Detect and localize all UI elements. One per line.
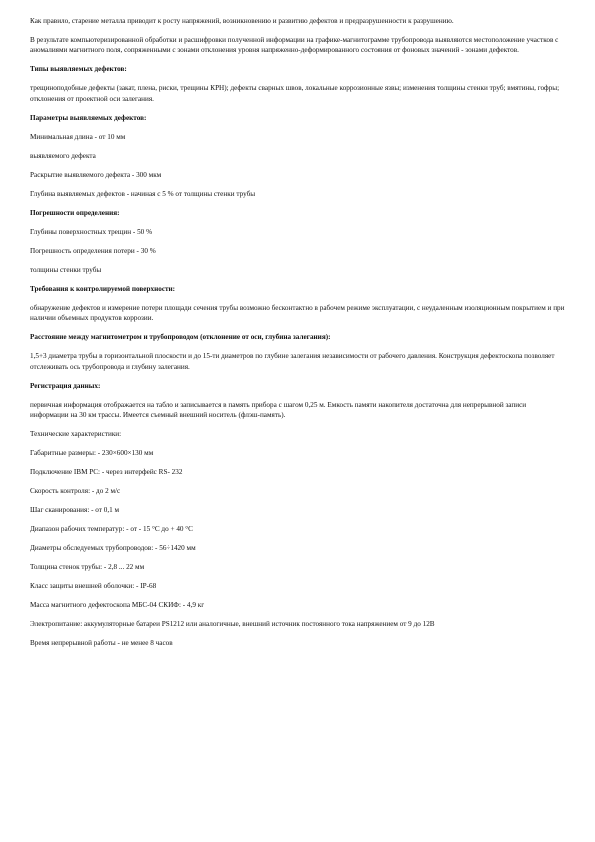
paragraph-surface-requirements: обнаружение дефектов и измерение потери площади сечения трубы возможно бесконтактно в рабочем режиме эксплуатации, с неудаленным изоляционным покрытием и при наличии объемных продуктов коррозии. <box>30 303 565 323</box>
spec-diameters: Диаметры обследуемых трубопроводов: - 56÷1420 мм <box>30 544 196 553</box>
heading-distance: Расстояние между магнитометром и трубопроводом (отклонение от оси, глубина залегания): <box>30 333 331 342</box>
document-page <box>30 16 565 657</box>
paragraph-defect-types: трещиноподобные дефекты (закат, плена, риски, трещины КРН); дефекты сварных швов, локальные коррозионные язвы; изменения толщины стенки труб; вмятины, гофры; отклонения от проектной оси залегания. <box>30 84 560 103</box>
heading-defect-params: Параметры выявляемых дефектов: <box>30 113 147 122</box>
heading-errors: Погрешности определения: <box>30 208 120 217</box>
spec-mass: Масса магнитного дефектоскопа МБС-04 СКИФ: - 4,9 кг <box>30 601 205 610</box>
spec-protection-class: Класс защиты внешней оболочки: - IP-68 <box>30 582 157 591</box>
paragraph-distance: 1,5+3 диаметра трубы в горизонтальной плоскости и до 15-ти диаметров по глубине залегания независимости от рабочего давления. Конструкция дефектоскопа позволяет отслеживать ось трубопровода и глубину залегания. <box>30 352 555 371</box>
spec-operating-time: Время непрерывной работы - не менее 8 часов <box>30 639 173 648</box>
spec-wall-thickness: Толщина стенок трубы: - 2,8 ... 22 мм <box>30 563 145 572</box>
param-min-length: Минимальная длина - от 10 мм <box>30 132 126 141</box>
error-loss-cont: толщины стенки трубы <box>30 265 102 274</box>
param-depth: Глубина выявляемых дефектов - начиная с 5 % от толщины стенки трубы <box>30 189 256 198</box>
heading-data-registration: Регистрация данных: <box>30 381 101 390</box>
spec-speed: Скорость контроля: - до 2 м/с <box>30 487 121 496</box>
spec-dimensions: Габаритные размеры: - 230×600×130 мм <box>30 449 154 458</box>
error-loss: Погрешность определения потери - 30 % <box>30 246 156 255</box>
spec-temperature: Диапазон рабочих температур: - от - 15 °С до + 40 °С <box>30 525 193 534</box>
spec-scan-step: Шаг сканирования: - от 0,1 м <box>30 506 120 515</box>
paragraph-aging: Как правило, старение металла приводит к росту напряжений, возникновению и развитию дефектов и предразрушенности к разрушению. <box>30 17 454 25</box>
error-crack-depth: Глубины поверхностных трещин - 50 % <box>30 227 153 236</box>
paragraph-data-registration: первичная информация отображается на табло и записывается в память прибора с шагом 0,25 м. Емкость памяти накопителя достаточна для непрерывной записи информации на 30 км трассы. Имеется съемный внешний носитель (флэш-память). <box>30 400 527 420</box>
spec-pc-connection: Подключение IBM PC: - через интерфейс RS- 232 <box>30 468 183 477</box>
spec-power: Электропитание: аккумуляторные батареи PS1212 или аналогичные, внешний источник постоянного тока напряжением от 9 до 12В <box>30 620 435 629</box>
paragraph-processing: В результате компьютеризированной обработки и расшифровки полученной информации на графике-магнитограмме трубопровода выявляются местоположение участков с аномалиями магнитного поля, сопряженными с зонами отклонения уровня напряженно-деформированного состояния от фоновых значений - зонами дефектов. <box>30 36 559 55</box>
heading-defect-types: Типы выявляемых дефектов: <box>30 65 127 74</box>
heading-surface-requirements: Требования к контролируемой поверхности: <box>30 284 176 293</box>
heading-technical-specs: Технические характеристики: <box>30 430 122 439</box>
param-min-length-cont: выявляемого дефекта <box>30 151 96 160</box>
param-opening: Раскрытие выявляемого дефекта - 300 мкм <box>30 170 162 179</box>
